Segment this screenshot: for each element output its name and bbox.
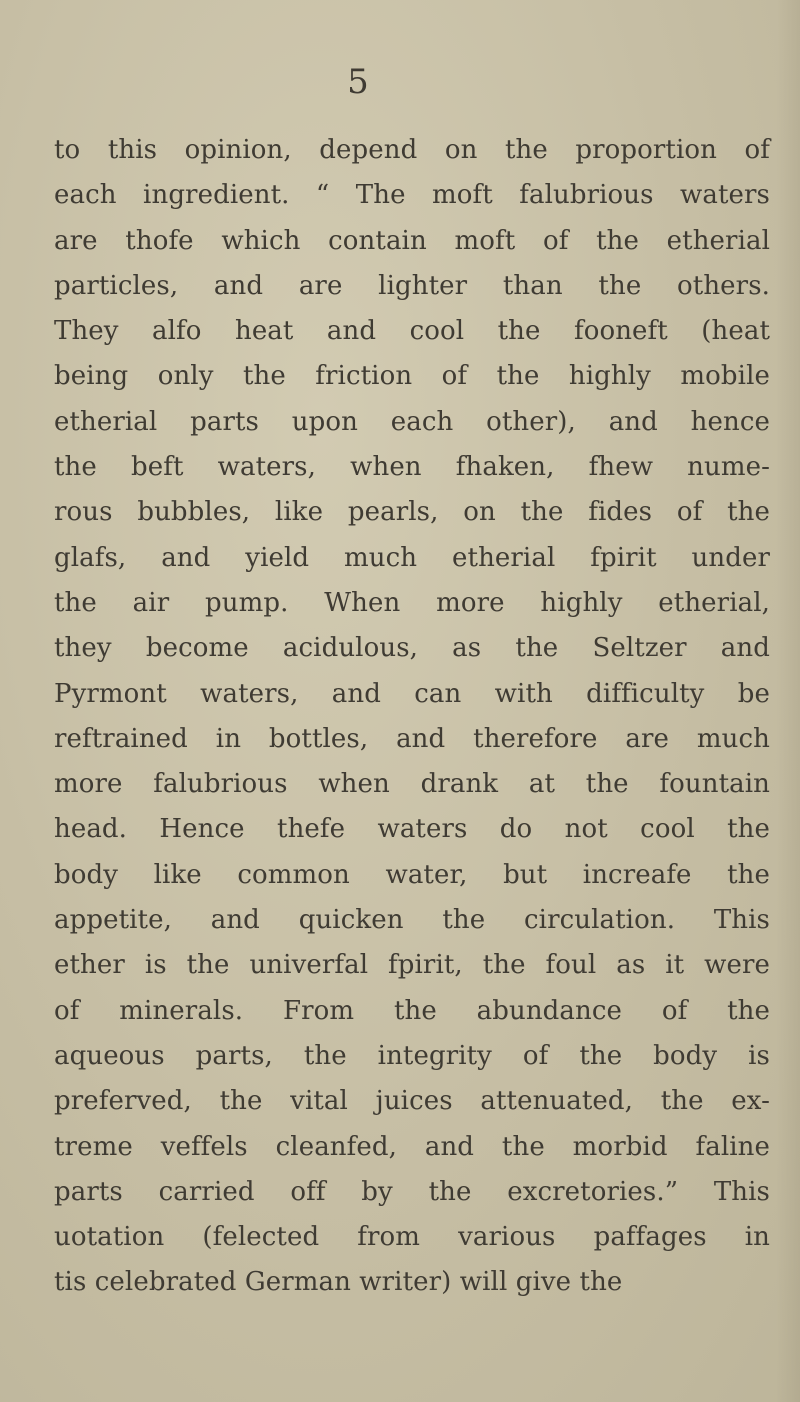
text-line: particles, and are lighter than the others. xyxy=(54,270,770,301)
text-line: tis celebrated German writer) will give the xyxy=(54,1267,623,1298)
text-line: each ingredient. “ The moft falubrious waters xyxy=(54,180,770,211)
text-line: Pyrmont waters, and can with difficulty be xyxy=(54,678,770,709)
text-line: glafs, and yield much etherial fpirit under xyxy=(54,542,770,573)
body-text xyxy=(54,128,770,1306)
page-number: 5 xyxy=(347,62,369,102)
text-line: ether is the univerfal fpirit, the foul as it were xyxy=(54,950,770,981)
text-line: the air pump. When more highly etherial, xyxy=(54,587,770,618)
text-line: head. Hence thefe waters do not cool the xyxy=(54,814,770,845)
text-line: reftrained in bottles, and therefore are much xyxy=(54,723,770,754)
text-line: aqueous parts, the integrity of the body is xyxy=(54,1040,770,1071)
text-line: treme veffels cleanfed, and the morbid faline xyxy=(54,1131,770,1162)
text-line: rous bubbles, like pearls, on the fides of the xyxy=(54,497,770,528)
text-line: They alfo heat and cool the fooneft (heat xyxy=(54,316,770,347)
text-line: are thofe which contain moft of the etherial xyxy=(54,225,770,256)
text-line: the beft waters, when fhaken, fhew nume- xyxy=(54,452,770,483)
text-line: appetite, and quicken the circulation. This xyxy=(54,905,770,936)
text-line: to this opinion, depend on the proportion of xyxy=(54,135,770,165)
text-line: more falubrious when drank at the fountain xyxy=(54,769,770,800)
text-line: uotation (felected from various paffages in xyxy=(54,1222,770,1253)
text-line: parts carried off by the excretories.” This xyxy=(54,1176,770,1207)
text-line: of minerals. From the abundance of the xyxy=(54,995,770,1026)
text-line: etherial parts upon each other), and hence xyxy=(54,406,770,437)
text-line: being only the friction of the highly mobile xyxy=(54,361,770,392)
text-line: preferved, the vital juices attenuated, the ex- xyxy=(54,1086,770,1117)
page-edge-shadow xyxy=(776,0,800,1402)
text-line: they become acidulous, as the Seltzer and xyxy=(54,633,770,664)
text-line: body like common water, but increafe the xyxy=(54,859,770,890)
